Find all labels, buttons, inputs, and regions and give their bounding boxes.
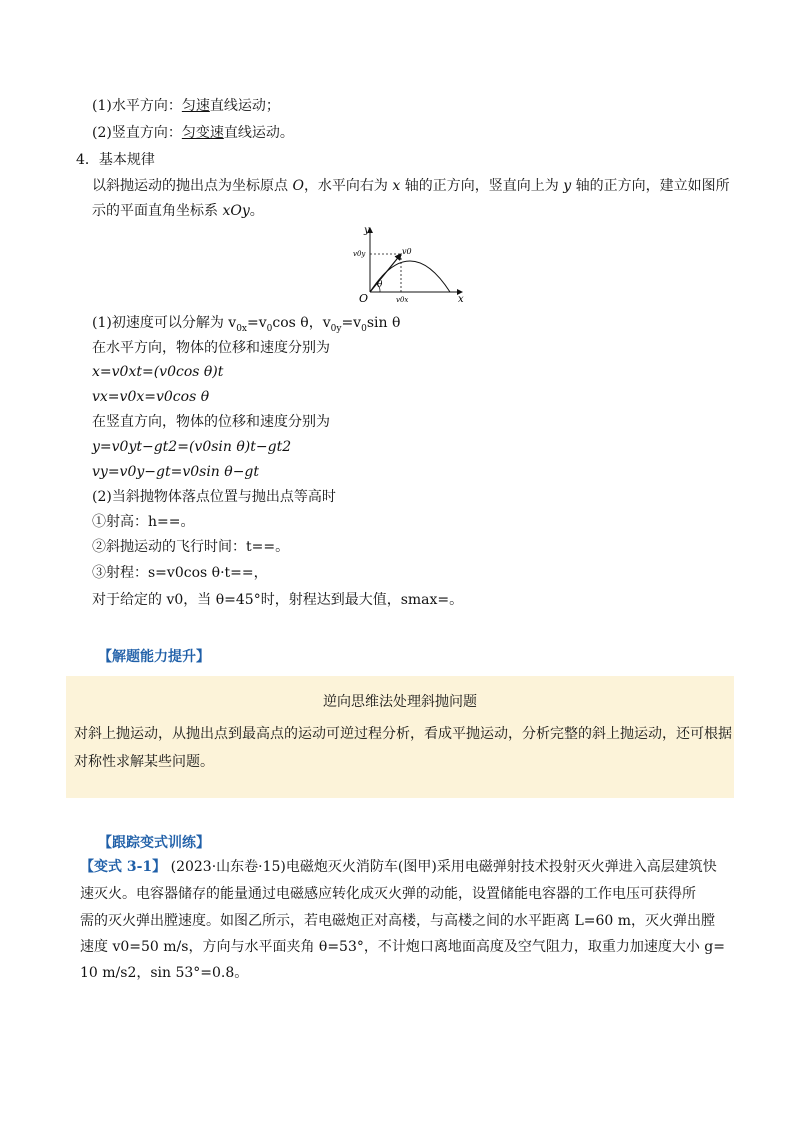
vertical-direction-line [92, 123, 294, 143]
tip-box-text: 对斜上抛运动，从抛出点到最高点的运动可逆过程分析，看成平抛运动，分析完整的斜上抛运动，还可根据对称性求解某些问题。 [74, 726, 732, 770]
subscript: 0 [361, 323, 367, 334]
paragraph-line [92, 176, 730, 196]
symbol: x [392, 178, 401, 194]
exercise-line-3: 需的灭火弹出膛速度。如图乙所示，若电磁炮正对高楼，与高楼之间的水平距离 L=60 m，灭火弹出膛 [80, 913, 716, 929]
formula-line-6: y=v0yt−gt2=(v0sin θ)t−gt2 [92, 439, 292, 455]
text-span: =v [341, 315, 362, 331]
exercise-line-2: 速灭火。电容器储存的能量通过电磁感应转化成灭火弹的动能，设置储能电容器的工作电压可获得所 [80, 886, 696, 902]
formula-line-8: (2)当斜抛物体落点位置与抛出点等高时 [92, 489, 336, 505]
section-title-ability: 【解题能力提升】 [98, 649, 210, 665]
exercise-line-5: 10 m/s2，sin 53°=0.8。 [80, 965, 249, 981]
text-span: 以斜抛运动的抛出点为坐标原点 [92, 178, 293, 194]
underlined-answer: 匀速 [181, 98, 210, 114]
section-title-practice: 【跟踪变式训练】 [98, 835, 210, 851]
formula-line-12: 对于给定的 v0，当 θ=45°时，射程达到最大值，smax=。 [92, 592, 464, 608]
text-span: =v [247, 315, 267, 331]
text-span: 轴的正方向，建立如图所 [571, 178, 730, 194]
formula-line-1 [92, 313, 400, 333]
text-span: ，水平向右为 [303, 178, 393, 194]
label-x: x [458, 294, 464, 305]
text-span: 直线运动； [209, 98, 280, 114]
text-span: (1)水平方向： [92, 98, 182, 114]
tip-box [66, 676, 734, 798]
formula-line-4: vx=v0x=v0cos θ [92, 389, 210, 405]
text-span: (1)初速度可以分解为 v [92, 315, 237, 331]
symbol: xOy [222, 203, 250, 219]
section-heading-4: 4．基本规律 [76, 152, 155, 168]
formula-line-11: ③射程：s=v0cos θ·t==， [92, 565, 268, 581]
text-span: cos θ，v [272, 315, 331, 331]
formula-line-2: 在水平方向，物体的位移和速度分别为 [92, 340, 330, 356]
formula-line-10: ②斜抛运动的飞行时间：t==。 [92, 539, 290, 555]
exercise-tag: 【变式 3-1】 [80, 859, 167, 875]
text-span: 轴的正方向，竖直向上为 [400, 178, 564, 194]
subscript: 0y [330, 323, 342, 334]
label-theta: θ [377, 280, 383, 290]
tip-box-title: 逆向思维法处理斜抛问题 [323, 694, 477, 710]
formula-line-7: vy=v0y−gt=v0sin θ−gt [92, 464, 260, 480]
text-span: (2023·山东卷·15)电磁炮灭火消防车(图甲)采用电磁弹射技术投射灭火弹进入高层建筑快 [166, 859, 717, 875]
text-span: 直线运动。 [223, 125, 294, 141]
text-span: 。 [249, 203, 264, 219]
label-v0x: v0x [396, 296, 409, 304]
paragraph-line [92, 201, 264, 221]
horizontal-direction-line [92, 96, 280, 116]
formula-line-3: x=v0xt=(v0cos θ)t [92, 364, 224, 380]
subscript: 0 [266, 323, 273, 334]
text-span: sin θ [366, 315, 401, 331]
projectile-diagram [340, 224, 480, 306]
label-y: y [364, 225, 370, 236]
symbol: O [292, 178, 304, 194]
text-span: (2)竖直方向： [92, 125, 182, 141]
exercise-line-1 [80, 857, 717, 877]
exercise-line-4: 速度 v0=50 m/s，方向与水平面夹角 θ=53°，不计炮口离地面高度及空气阻力，取重力加速度大小 g= [80, 939, 726, 955]
formula-line-5: 在竖直方向，物体的位移和速度分别为 [92, 414, 330, 430]
symbol: y [563, 178, 572, 194]
label-v0y: v0y [353, 250, 366, 258]
label-origin: O [359, 292, 369, 305]
text-span: 示的平面直角坐标系 [92, 203, 223, 219]
subscript: 0x [236, 323, 248, 334]
formula-line-9: ①射高：h==。 [92, 514, 195, 530]
underlined-answer: 匀变速 [181, 125, 224, 141]
label-v0: v0 [402, 247, 412, 256]
